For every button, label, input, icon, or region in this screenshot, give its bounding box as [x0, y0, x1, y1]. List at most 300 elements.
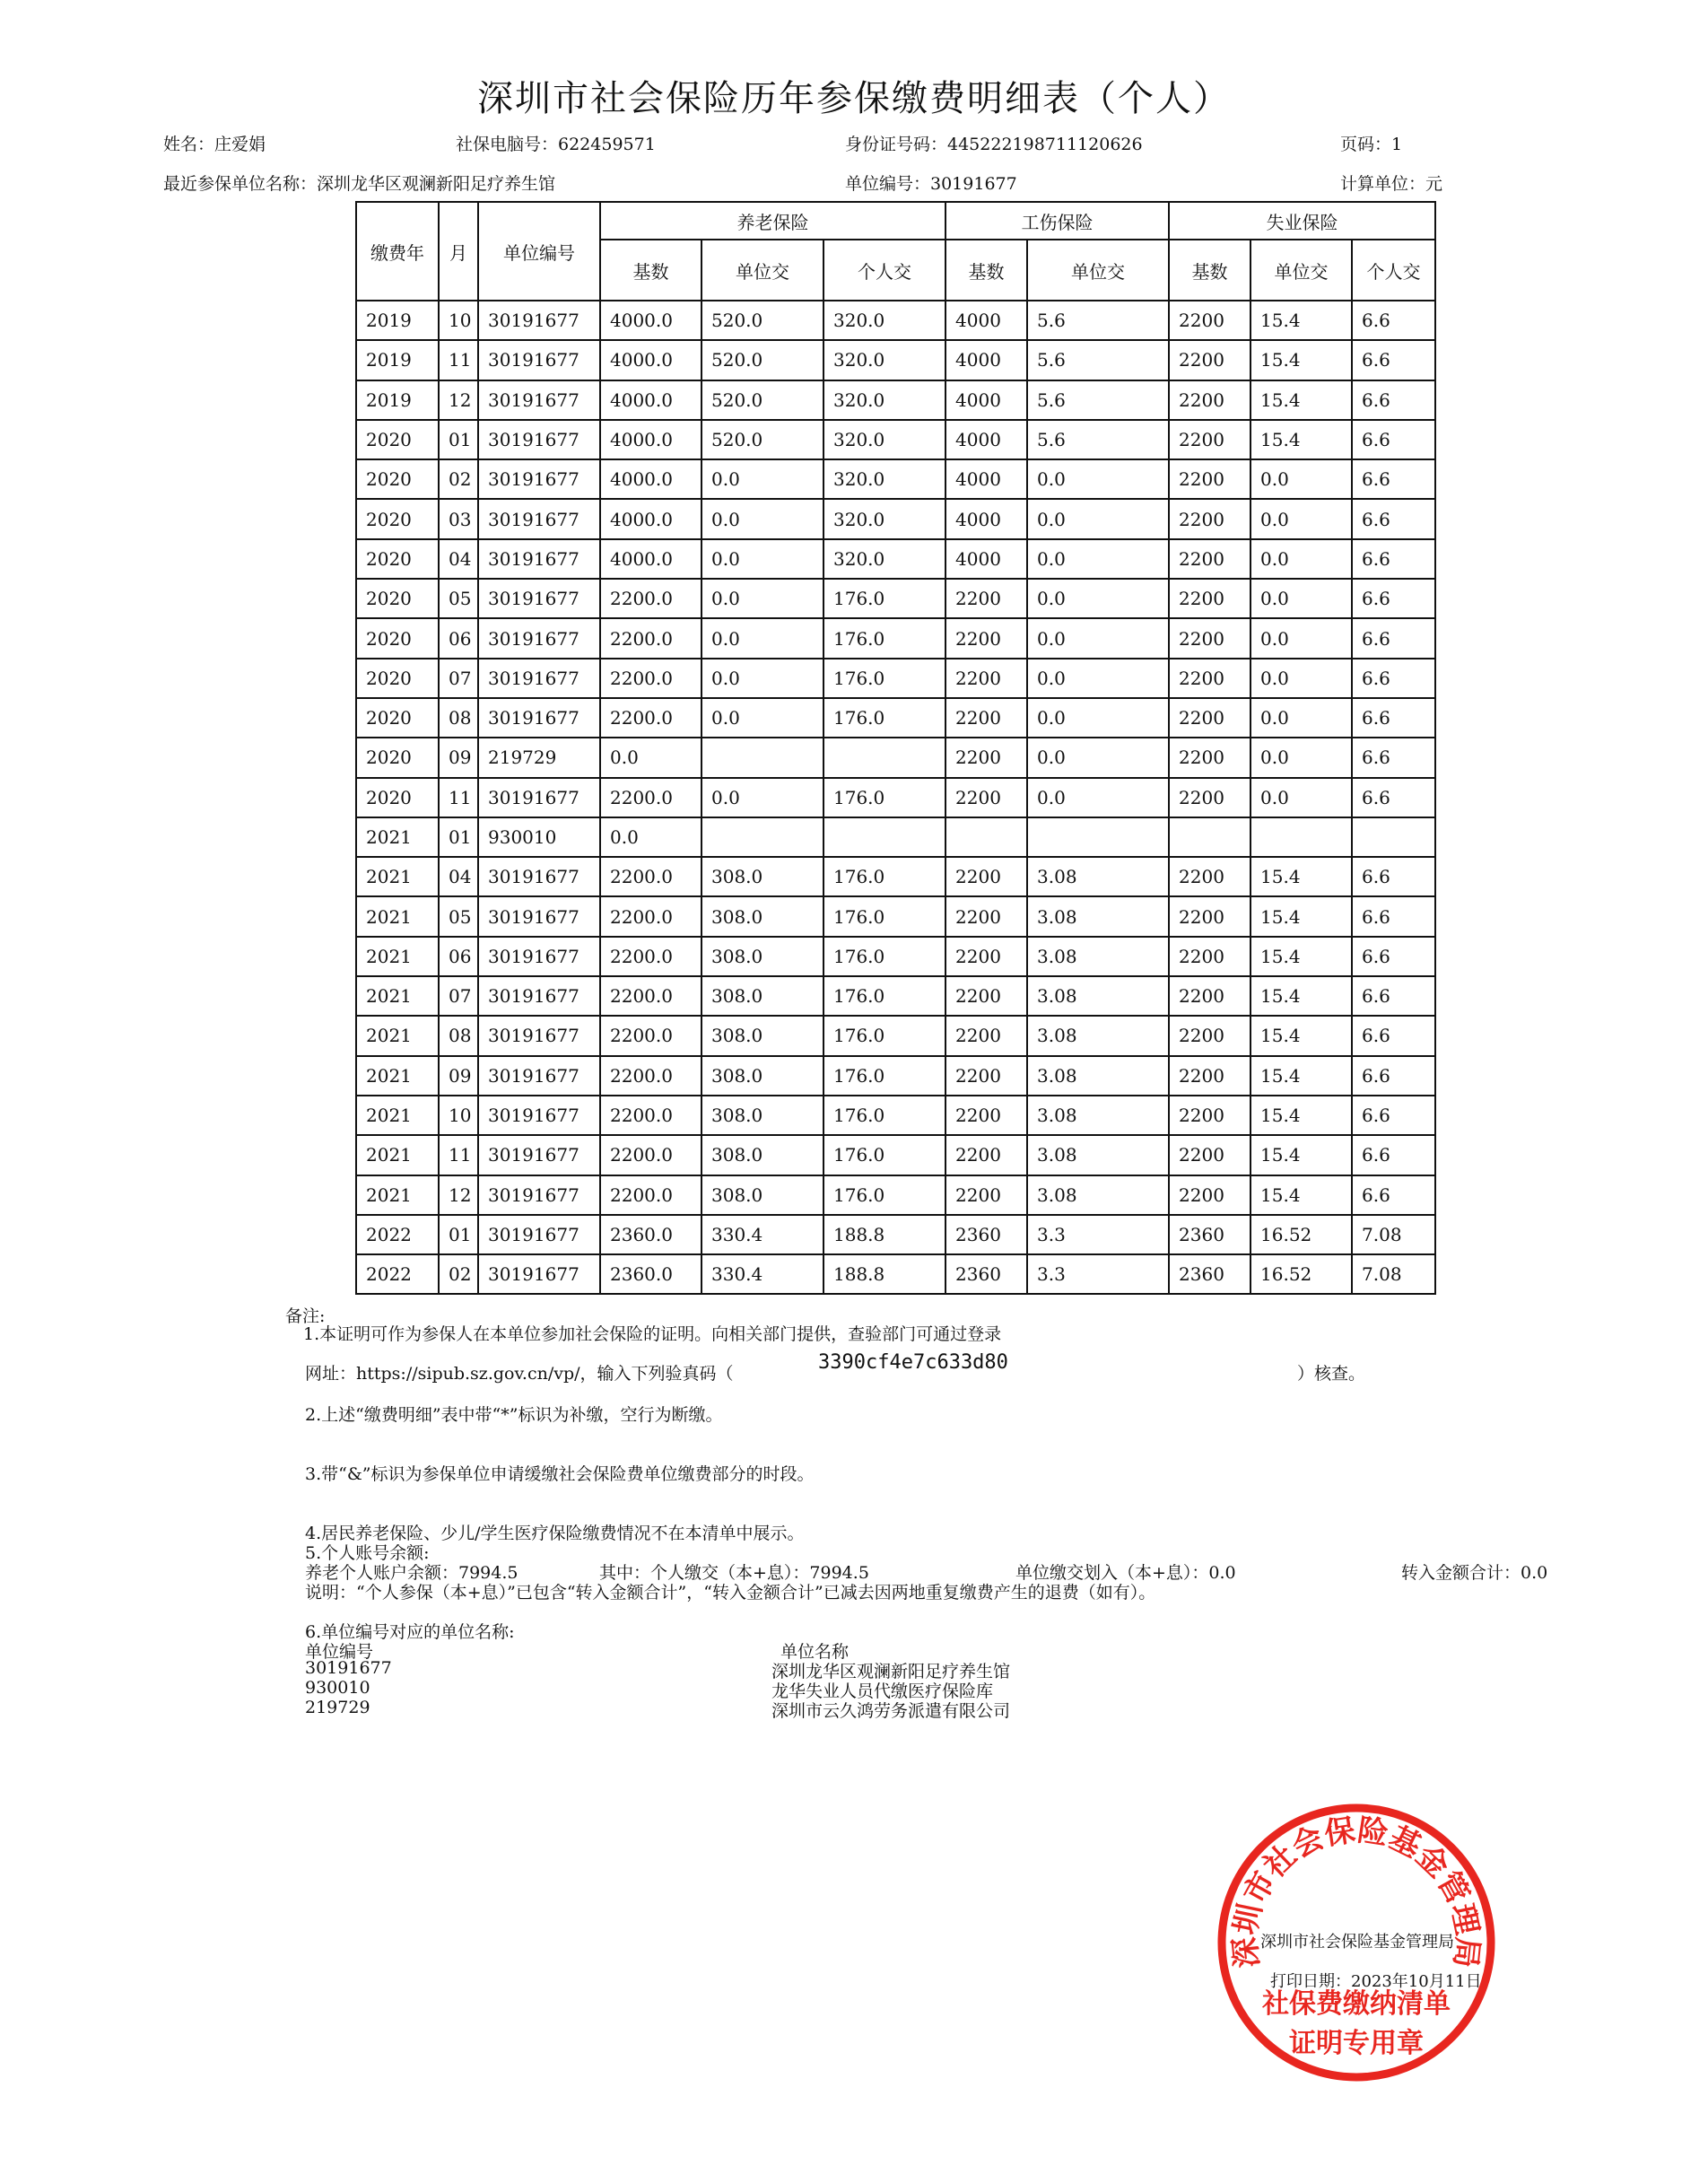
cell-injury-employer: 0.0: [1027, 499, 1169, 538]
cell-pension-base: 2360.0: [600, 1254, 702, 1294]
cell-injury-base: 2200: [946, 1135, 1027, 1175]
cell-injury-base: 2200: [946, 1175, 1027, 1215]
seal-ring-text: 深圳市社会保险基金管理局: [1227, 1812, 1486, 1969]
table-row: [356, 1016, 1435, 1055]
cell-month: 05: [439, 579, 478, 618]
cell-pension-employer: 330.4: [702, 1254, 824, 1294]
cell-unemployment-personal: 6.6: [1352, 539, 1435, 579]
cell-unit-code: 30191677: [478, 1215, 600, 1254]
unit-name: 深圳龙华区观澜新阳足疗养生馆: [771, 1662, 1011, 1681]
cell-unemployment-base: 2200: [1169, 340, 1250, 380]
header-pension: 养老保险: [600, 202, 946, 240]
cell-pension-employer: 308.0: [702, 1135, 824, 1175]
cell-unemployment-employer: 15.4: [1250, 380, 1352, 420]
cell-unemployment-base: 2200: [1169, 937, 1250, 976]
cell-month: 09: [439, 1056, 478, 1096]
pension-balance: 养老个人账户余额：7994.5: [305, 1563, 518, 1583]
cell-unemployment-base: 2200: [1169, 1175, 1250, 1215]
table-row: [356, 380, 1435, 420]
cell-month: 11: [439, 778, 478, 817]
cell-unemployment-personal: 6.6: [1352, 499, 1435, 538]
cell-month: 08: [439, 698, 478, 738]
cell-pension-employer: 330.4: [702, 1215, 824, 1254]
cell-month: 11: [439, 340, 478, 380]
cell-year: 2020: [356, 420, 439, 459]
table-row: [356, 301, 1435, 340]
cell-unemployment-personal: 6.6: [1352, 1056, 1435, 1096]
cell-pension-personal: 188.8: [824, 1215, 946, 1254]
cell-pension-personal: 176.0: [824, 857, 946, 896]
note-6-title: 6.单位编号对应的单位名称:: [305, 1622, 515, 1642]
table-row: [356, 618, 1435, 658]
cell-injury-employer: 3.3: [1027, 1215, 1169, 1254]
cell-unemployment-base: 2200: [1169, 618, 1250, 658]
cell-month: 06: [439, 618, 478, 658]
cell-injury-employer: 3.08: [1027, 976, 1169, 1016]
cell-injury-employer: 5.6: [1027, 301, 1169, 340]
cell-unit-code: 30191677: [478, 778, 600, 817]
cell-pension-personal: 320.0: [824, 301, 946, 340]
cell-unit-code: 30191677: [478, 340, 600, 380]
cell-year: 2022: [356, 1215, 439, 1254]
header-injury: 工伤保险: [946, 202, 1169, 240]
cell-unemployment-personal: 6.6: [1352, 1096, 1435, 1135]
seal-line2: 证明专用章: [1289, 2028, 1424, 2059]
cell-unemployment-base: 2200: [1169, 1016, 1250, 1055]
cell-unemployment-base: 2200: [1169, 659, 1250, 698]
table-row: [356, 817, 1435, 857]
table-row: [356, 1135, 1435, 1175]
cell-pension-personal: 176.0: [824, 1056, 946, 1096]
table-row: [356, 1254, 1435, 1294]
cell-pension-base: 4000.0: [600, 340, 702, 380]
cell-month: 09: [439, 738, 478, 777]
cell-year: 2020: [356, 499, 439, 538]
cell-year: 2021: [356, 1056, 439, 1096]
table-row: [356, 420, 1435, 459]
cell-pension-employer: 308.0: [702, 1175, 824, 1215]
cell-pension-base: 2200.0: [600, 778, 702, 817]
cell-injury-base: [946, 817, 1027, 857]
cell-injury-base: 4000: [946, 459, 1027, 499]
cell-pension-base: 4000.0: [600, 539, 702, 579]
cell-unemployment-personal: 6.6: [1352, 459, 1435, 499]
page-title: 深圳市社会保险历年参保缴费明细表（个人）: [477, 78, 1231, 119]
cell-unemployment-personal: 6.6: [1352, 896, 1435, 936]
cell-injury-base: 2200: [946, 778, 1027, 817]
cell-unit-code: 30191677: [478, 1254, 600, 1294]
cell-injury-base: 2200: [946, 1016, 1027, 1055]
unit-number: 单位编号：30191677: [845, 174, 1017, 194]
cell-pension-personal: 176.0: [824, 1135, 946, 1175]
cell-unemployment-base: 2200: [1169, 698, 1250, 738]
print-date: 打印日期：2023年10月11日: [1270, 1972, 1482, 1991]
cell-pension-base: 0.0: [600, 817, 702, 857]
cell-unit-code: 30191677: [478, 380, 600, 420]
cell-pension-employer: 520.0: [702, 380, 824, 420]
header-pension-personal: 个人交: [824, 240, 946, 301]
cell-pension-base: 2200.0: [600, 1135, 702, 1175]
cell-unit-code: 30191677: [478, 857, 600, 896]
cell-month: 02: [439, 459, 478, 499]
table-row: [356, 698, 1435, 738]
cell-unemployment-personal: 6.6: [1352, 1135, 1435, 1175]
cell-unit-code: 30191677: [478, 301, 600, 340]
cell-injury-employer: 0.0: [1027, 579, 1169, 618]
cell-injury-base: 2200: [946, 1096, 1027, 1135]
computer-number: 社保电脑号：622459571: [456, 135, 656, 154]
cell-pension-base: 2200.0: [600, 1096, 702, 1135]
cell-pension-personal: 176.0: [824, 659, 946, 698]
cell-pension-employer: 520.0: [702, 301, 824, 340]
cell-month: 12: [439, 380, 478, 420]
cell-pension-personal: 320.0: [824, 499, 946, 538]
cell-pension-personal: [824, 817, 946, 857]
header-unemployment-employer: 单位交: [1250, 240, 1352, 301]
cell-unit-code: 30191677: [478, 579, 600, 618]
unit-code: 219729: [305, 1698, 370, 1717]
cell-injury-employer: 3.08: [1027, 1135, 1169, 1175]
cell-injury-base: 4000: [946, 539, 1027, 579]
cell-injury-base: 4000: [946, 380, 1027, 420]
cell-year: 2021: [356, 976, 439, 1016]
cell-injury-employer: 3.08: [1027, 1016, 1169, 1055]
cell-month: 10: [439, 301, 478, 340]
cell-unemployment-personal: 6.6: [1352, 420, 1435, 459]
cell-unemployment-base: 2360: [1169, 1254, 1250, 1294]
header-month: 月: [439, 202, 478, 301]
cell-unemployment-personal: 6.6: [1352, 380, 1435, 420]
header-unit-code: 单位编号: [478, 202, 600, 301]
cell-unemployment-employer: 0.0: [1250, 618, 1352, 658]
cell-unemployment-employer: 15.4: [1250, 340, 1352, 380]
cell-pension-personal: 320.0: [824, 420, 946, 459]
cell-unemployment-base: 2200: [1169, 857, 1250, 896]
cell-injury-employer: 0.0: [1027, 539, 1169, 579]
cell-unemployment-base: 2200: [1169, 1056, 1250, 1096]
cell-unemployment-personal: 6.6: [1352, 659, 1435, 698]
cell-unemployment-personal: 6.6: [1352, 340, 1435, 380]
cell-pension-base: 4000.0: [600, 420, 702, 459]
cell-pension-employer: [702, 738, 824, 777]
cell-pension-base: 2200.0: [600, 579, 702, 618]
cell-unemployment-employer: 15.4: [1250, 1175, 1352, 1215]
cell-pension-employer: 520.0: [702, 420, 824, 459]
cell-pension-employer: 308.0: [702, 937, 824, 976]
cell-pension-personal: 176.0: [824, 579, 946, 618]
cell-unemployment-employer: 15.4: [1250, 1096, 1352, 1135]
personal-paid: 其中：个人缴交（本+息）：7994.5: [599, 1563, 869, 1583]
cell-month: 06: [439, 937, 478, 976]
cell-month: 07: [439, 976, 478, 1016]
cell-pension-base: 2360.0: [600, 1215, 702, 1254]
cell-unemployment-employer: 15.4: [1250, 1135, 1352, 1175]
cell-injury-base: 2200: [946, 579, 1027, 618]
cell-pension-personal: 176.0: [824, 1175, 946, 1215]
table-row: [356, 1175, 1435, 1215]
cell-pension-personal: 176.0: [824, 698, 946, 738]
note-1-line1: 1.本证明可作为参保人在本单位参加社会保险的证明。向相关部门提供，查验部门可通过登录: [303, 1324, 1002, 1344]
cell-unemployment-employer: 15.4: [1250, 896, 1352, 936]
cell-unit-code: 30191677: [478, 659, 600, 698]
cell-injury-employer: 0.0: [1027, 738, 1169, 777]
cell-injury-employer: 3.3: [1027, 1254, 1169, 1294]
table-row: [356, 937, 1435, 976]
employer-name: 最近参保单位名称：深圳龙华区观澜新阳足疗养生馆: [163, 174, 556, 194]
note-5-title: 5.个人账号余额:: [305, 1543, 430, 1563]
cell-unit-code: 30191677: [478, 896, 600, 936]
verify-code: 3390cf4e7c633d80: [818, 1351, 1008, 1374]
cell-unit-code: 30191677: [478, 539, 600, 579]
cell-pension-employer: 0.0: [702, 618, 824, 658]
cell-injury-employer: 0.0: [1027, 778, 1169, 817]
cell-month: 01: [439, 1215, 478, 1254]
header-year: 缴费年: [356, 202, 439, 301]
cell-unemployment-personal: 7.08: [1352, 1215, 1435, 1254]
table-row: [356, 579, 1435, 618]
table-body: [356, 301, 1435, 1294]
cell-year: 2021: [356, 896, 439, 936]
cell-pension-base: 4000.0: [600, 301, 702, 340]
cell-unemployment-base: 2200: [1169, 579, 1250, 618]
cell-injury-base: 2200: [946, 896, 1027, 936]
cell-unemployment-base: [1169, 817, 1250, 857]
cell-year: 2021: [356, 857, 439, 896]
cell-year: 2021: [356, 817, 439, 857]
cell-pension-employer: 308.0: [702, 857, 824, 896]
cell-pension-personal: 320.0: [824, 539, 946, 579]
cell-injury-employer: 3.08: [1027, 937, 1169, 976]
cell-pension-base: 0.0: [600, 738, 702, 777]
cell-unemployment-employer: 0.0: [1250, 539, 1352, 579]
cell-month: 05: [439, 896, 478, 936]
cell-pension-base: 2200.0: [600, 659, 702, 698]
cell-unemployment-personal: 6.6: [1352, 618, 1435, 658]
cell-pension-base: 2200.0: [600, 937, 702, 976]
cell-year: 2021: [356, 1175, 439, 1215]
table-row: [356, 738, 1435, 777]
cell-year: 2020: [356, 698, 439, 738]
cell-pension-employer: 308.0: [702, 896, 824, 936]
cell-unemployment-employer: 0.0: [1250, 459, 1352, 499]
cell-unit-code: 30191677: [478, 937, 600, 976]
contribution-table: [355, 201, 1436, 1295]
header-pension-employer: 单位交: [702, 240, 824, 301]
cell-year: 2020: [356, 539, 439, 579]
cell-injury-base: 2360: [946, 1215, 1027, 1254]
cell-unit-code: 30191677: [478, 1135, 600, 1175]
cell-injury-base: 2200: [946, 738, 1027, 777]
table-row: [356, 857, 1435, 896]
cell-month: 11: [439, 1135, 478, 1175]
cell-pension-base: 2200.0: [600, 857, 702, 896]
cell-month: 03: [439, 499, 478, 538]
cell-pension-base: 2200.0: [600, 1175, 702, 1215]
cell-injury-base: 2360: [946, 1254, 1027, 1294]
cell-pension-personal: 188.8: [824, 1254, 946, 1294]
unit-code: 930010: [305, 1678, 370, 1698]
cell-pension-base: 2200.0: [600, 976, 702, 1016]
cell-pension-personal: 176.0: [824, 896, 946, 936]
cell-year: 2021: [356, 1135, 439, 1175]
cell-month: 01: [439, 817, 478, 857]
cell-unit-code: 30191677: [478, 420, 600, 459]
cell-pension-employer: 308.0: [702, 976, 824, 1016]
cell-unemployment-personal: 6.6: [1352, 778, 1435, 817]
cell-unemployment-personal: 6.6: [1352, 976, 1435, 1016]
cell-pension-personal: 320.0: [824, 340, 946, 380]
cell-month: 08: [439, 1016, 478, 1055]
table-row: [356, 499, 1435, 538]
unit-name: 深圳市云久鸿劳务派遣有限公司: [771, 1701, 1011, 1721]
note-4: 4.居民养老保险、少儿/学生医疗保险缴费情况不在本清单中展示。: [305, 1524, 805, 1543]
cell-unemployment-personal: 7.08: [1352, 1254, 1435, 1294]
cell-pension-base: 4000.0: [600, 459, 702, 499]
cell-pension-employer: 0.0: [702, 659, 824, 698]
cell-unemployment-base: 2200: [1169, 738, 1250, 777]
cell-unemployment-personal: 6.6: [1352, 698, 1435, 738]
cell-injury-employer: 5.6: [1027, 380, 1169, 420]
cell-injury-employer: 5.6: [1027, 340, 1169, 380]
cell-injury-employer: 0.0: [1027, 698, 1169, 738]
cell-pension-employer: [702, 817, 824, 857]
cell-unemployment-employer: 15.4: [1250, 1016, 1352, 1055]
cell-unemployment-personal: 6.6: [1352, 301, 1435, 340]
cell-unemployment-employer: 15.4: [1250, 301, 1352, 340]
note-3: 3.带“&”标识为参保单位申请缓缴社会保险费单位缴费部分的时段。: [305, 1464, 815, 1484]
cell-injury-base: 4000: [946, 499, 1027, 538]
cell-pension-base: 2200.0: [600, 618, 702, 658]
cell-injury-base: 2200: [946, 698, 1027, 738]
cell-unemployment-employer: 0.0: [1250, 698, 1352, 738]
cell-year: 2021: [356, 937, 439, 976]
calc-unit: 计算单位：元: [1340, 174, 1443, 194]
cell-unit-code: 30191677: [478, 1056, 600, 1096]
cell-unemployment-employer: 0.0: [1250, 579, 1352, 618]
cell-pension-personal: 320.0: [824, 459, 946, 499]
cell-year: 2021: [356, 1096, 439, 1135]
cell-pension-employer: 308.0: [702, 1056, 824, 1096]
cell-unemployment-base: 2200: [1169, 778, 1250, 817]
cell-year: 2020: [356, 459, 439, 499]
cell-pension-employer: 520.0: [702, 340, 824, 380]
issuer: 深圳市社会保险基金管理局: [1260, 1933, 1454, 1952]
header-unemployment-personal: 个人交: [1352, 240, 1435, 301]
table-row: [356, 778, 1435, 817]
cell-unemployment-base: 2200: [1169, 976, 1250, 1016]
seal-line1: 社保费缴纳清单: [1262, 1988, 1451, 2020]
cell-injury-employer: 0.0: [1027, 659, 1169, 698]
table-row: [356, 659, 1435, 698]
cell-unemployment-base: 2200: [1169, 1096, 1250, 1135]
cell-unit-code: 30191677: [478, 1096, 600, 1135]
cell-injury-base: 4000: [946, 301, 1027, 340]
cell-unit-code: 219729: [478, 738, 600, 777]
cell-injury-base: 2200: [946, 659, 1027, 698]
cell-unemployment-base: 2200: [1169, 301, 1250, 340]
header-unemployment-base: 基数: [1169, 240, 1250, 301]
unit-name: 龙华失业人员代缴医疗保险库: [771, 1681, 994, 1701]
note-1-line2-prefix: 网址：https://sipub.sz.gov.cn/vp/，输入下列验真码（: [305, 1364, 734, 1384]
cell-month: 02: [439, 1254, 478, 1294]
cell-unemployment-personal: [1352, 817, 1435, 857]
table-row: [356, 1056, 1435, 1096]
cell-pension-personal: 176.0: [824, 618, 946, 658]
cell-pension-personal: 176.0: [824, 1016, 946, 1055]
cell-unemployment-employer: 0.0: [1250, 778, 1352, 817]
cell-unemployment-employer: 16.52: [1250, 1254, 1352, 1294]
note-1-line2-suffix: ）核查。: [1297, 1364, 1366, 1384]
cell-pension-personal: [824, 738, 946, 777]
cell-pension-employer: 0.0: [702, 698, 824, 738]
cell-injury-employer: 3.08: [1027, 896, 1169, 936]
cell-pension-base: 2200.0: [600, 1056, 702, 1096]
cell-injury-base: 2200: [946, 937, 1027, 976]
cell-unemployment-personal: 6.6: [1352, 579, 1435, 618]
cell-unemployment-employer: 0.0: [1250, 499, 1352, 538]
cell-year: 2019: [356, 380, 439, 420]
cell-unemployment-employer: 0.0: [1250, 659, 1352, 698]
cell-month: 01: [439, 420, 478, 459]
table-row: [356, 539, 1435, 579]
cell-unemployment-employer: 15.4: [1250, 420, 1352, 459]
cell-unemployment-personal: 6.6: [1352, 1175, 1435, 1215]
cell-unemployment-base: 2200: [1169, 420, 1250, 459]
cell-pension-employer: 0.0: [702, 499, 824, 538]
cell-unemployment-base: 2200: [1169, 499, 1250, 538]
cell-year: 2020: [356, 778, 439, 817]
cell-pension-base: 2200.0: [600, 1016, 702, 1055]
cell-unit-code: 30191677: [478, 976, 600, 1016]
transfer-total: 转入金额合计：0.0: [1401, 1563, 1548, 1583]
cell-unemployment-employer: 16.52: [1250, 1215, 1352, 1254]
cell-pension-personal: 176.0: [824, 1096, 946, 1135]
cell-injury-employer: [1027, 817, 1169, 857]
cell-unit-code: 30191677: [478, 499, 600, 538]
cell-injury-employer: 5.6: [1027, 420, 1169, 459]
cell-year: 2019: [356, 340, 439, 380]
cell-pension-base: 4000.0: [600, 499, 702, 538]
cell-unit-code: 30191677: [478, 1175, 600, 1215]
cell-unemployment-base: 2360: [1169, 1215, 1250, 1254]
cell-unemployment-personal: 6.6: [1352, 1016, 1435, 1055]
cell-unemployment-employer: 15.4: [1250, 857, 1352, 896]
cell-pension-base: 2200.0: [600, 698, 702, 738]
cell-injury-employer: 3.08: [1027, 857, 1169, 896]
cell-injury-employer: 0.0: [1027, 618, 1169, 658]
cell-pension-employer: 0.0: [702, 579, 824, 618]
cell-unemployment-base: 2200: [1169, 459, 1250, 499]
cell-injury-base: 4000: [946, 340, 1027, 380]
cell-unemployment-base: 2200: [1169, 539, 1250, 579]
cell-year: 2020: [356, 618, 439, 658]
table-row: [356, 976, 1435, 1016]
header-injury-base: 基数: [946, 240, 1027, 301]
header-injury-employer: 单位交: [1027, 240, 1169, 301]
cell-month: 07: [439, 659, 478, 698]
table-row: [356, 459, 1435, 499]
cell-year: 2020: [356, 738, 439, 777]
cell-pension-personal: 320.0: [824, 380, 946, 420]
cell-unemployment-personal: 6.6: [1352, 937, 1435, 976]
cell-injury-base: 2200: [946, 976, 1027, 1016]
cell-year: 2020: [356, 659, 439, 698]
cell-unit-code: 30191677: [478, 698, 600, 738]
cell-pension-base: 4000.0: [600, 380, 702, 420]
cell-unit-code: 30191677: [478, 1016, 600, 1055]
cell-unit-code: 930010: [478, 817, 600, 857]
person-name: 姓名：庄爱娟: [163, 135, 266, 154]
